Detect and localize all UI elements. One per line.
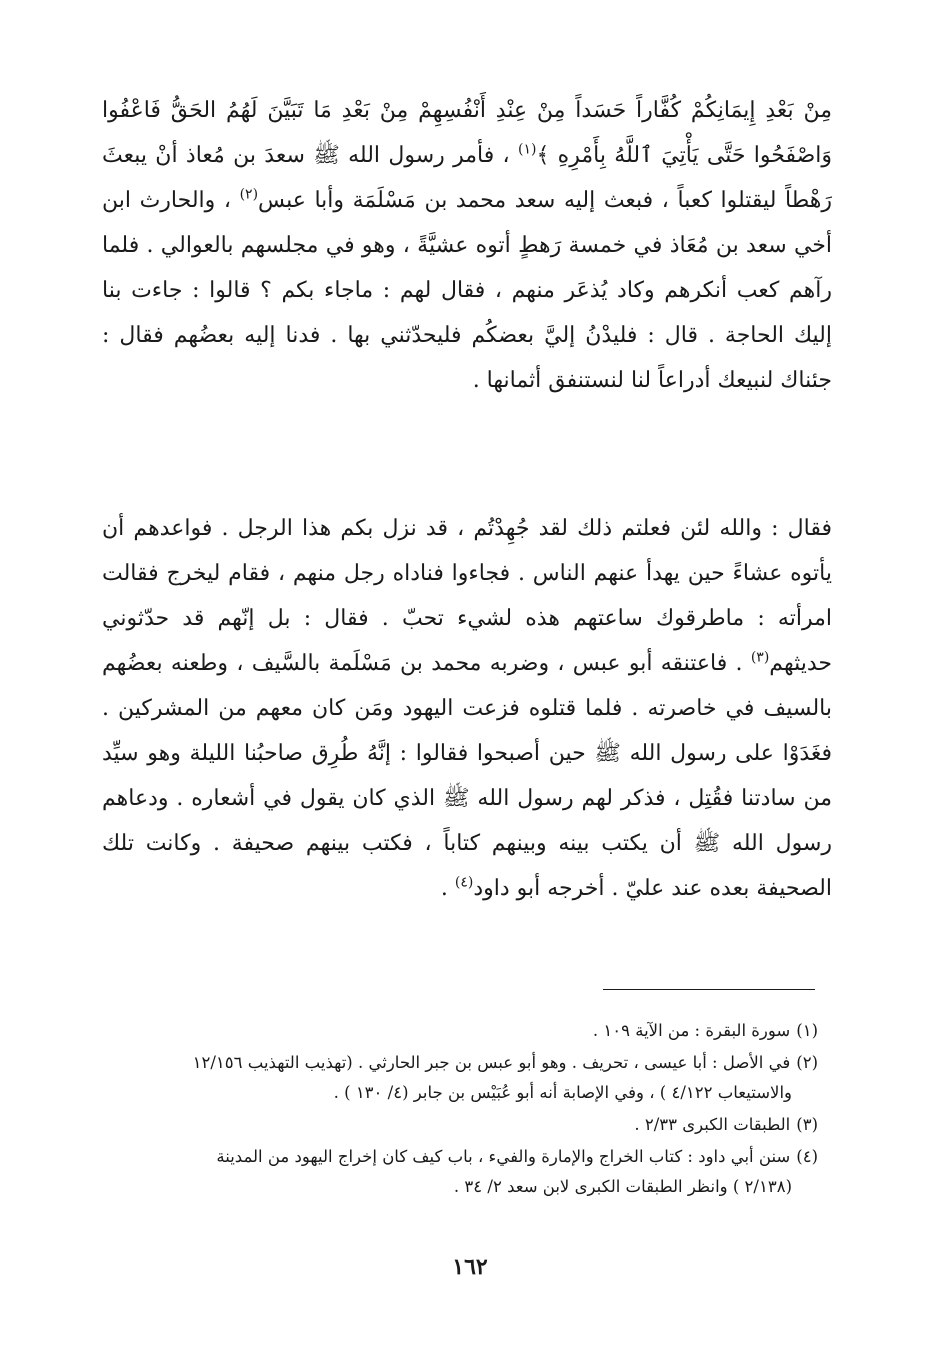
footnote-2 <box>112 1048 818 1108</box>
footnote-number: (٢) <box>796 1053 818 1072</box>
footnote-number: (١) <box>796 1021 818 1040</box>
paragraph-1-text-cont-2: ، والحارث ابن أخي سعد بن مُعَاذ في خمسة رَهطٍ أتوه عشيَّةً ، وهو في مجلسهم بالعوالي . فلما رآهم كعب أنكرهم وكاد يُذعَر منهم ، فقال لهم : ماجاء بكم ؟ قالوا : جاءت بنا إليك الحاجة . قال : فليدْنُ إليَّ بعضكُم فليحدّثني بها . فدنا إليه بعضُهم فقال : جئناك لنبيعك أدراعاً لنا لنستنفق أثمانها . <box>102 188 832 393</box>
footnotes-section <box>112 1016 818 1204</box>
footnote-ref-2: (٢) <box>239 186 259 203</box>
footnote-text: الطبقات الكبرى ٢/٣٣ . <box>634 1115 791 1134</box>
footnote-number: (٣) <box>796 1115 818 1134</box>
footnote-4 <box>112 1142 818 1202</box>
paragraph-1-text: مِنْ بَعْدِ إِيمَانِكُمْ كُفَّاراً حَسَداً مِنْ عِنْدِ أَنْفُسِهِمْ مِنْ بَعْدِ مَا تَبَيَّنَ لَهُمُ الحَقُّ فَاعْفُوا وَاصْفَحُوا حَتَّى يَأْتِيَ ٱللَّهُ بِأَمْرِهِ ﴾ <box>102 98 832 168</box>
footnote-1 <box>112 1016 818 1046</box>
footnote-text-continued: والاستيعاب ٤/١٢٢ ) ، وفي الإصابة أنه أبو عُبَيْس بن جابر (٤/ ١٣٠ ) . <box>333 1083 792 1102</box>
footnote-text: سنن أبي داود : كتاب الخراج والإمارة والفيء ، باب كيف كان إخراج اليهود من المدينة <box>216 1147 791 1166</box>
page-number: ١٦٢ <box>452 1254 488 1280</box>
paragraph-2 <box>102 506 832 911</box>
footnote-divider <box>603 989 815 990</box>
paragraph-2-text: فقال : والله لئن فعلتم ذلك لقد جُهِدْتُم ، قد نزل بكم هذا الرجل . فواعدهم أن يأتوه عشاءً حين يهدأ عنهم الناس . فجاءوا فناداه رجل منهم ، فقام ليخرج فقالت امرأته : ماطرقوك ساعتهم هذه لشيء تحبّ . فقال : بل إنّهم قد حدّثوني حديثهم <box>102 516 832 676</box>
footnote-text: سورة البقرة : من الآية ١٠٩ . <box>592 1021 791 1040</box>
footnote-ref-1: (١) <box>517 141 537 158</box>
footnote-ref-4: (٤) <box>454 874 474 891</box>
footnote-3 <box>112 1110 818 1140</box>
footnote-number: (٤) <box>796 1147 818 1166</box>
footnote-ref-3: (٣) <box>750 649 770 666</box>
paragraph-2-text-cont-2: . <box>440 876 455 901</box>
main-text-block-2 <box>102 506 832 911</box>
paragraph-1-text-cont-1: ، فأمر رسول الله ﷺ سعدَ بن مُعاذ أنْ يبعثَ رَهْطاً ليقتلوا كعباً ، فبعث إليه سعد محمد بن مَسْلَمَة وأبا عبس <box>102 143 832 213</box>
paragraph-2-text-cont-1: . فاعتنقه أبو عبس ، وضربه محمد بن مَسْلَمة بالسَّيف ، وطعنه بعضُهم بالسيف في خاصرته . فلما قتلوه فزعت اليهود ومَن كان معهم من المشركين . فغَدَوْا على رسول الله ﷺ حين أصبحوا فقالوا : إنَّهُ طُرِق صاحبُنا الليلة وهو سيِّد من سادتنا فقُتِل ، فذكر لهم رسول الله ﷺ الذي كان يقول في أشعاره . ودعاهم رسول الله ﷺ أن يكتب بينه وبينهم كتاباً ، فكتب بينهم صحيفة . وكانت تلك الصحيفة بعده عند عليّ . أخرجه أبو داود <box>102 651 832 901</box>
footnote-text: في الأصل : أبا عيسى ، تحريف . وهو أبو عبس بن جبر الحارثي . (تهذيب التهذيب ١٢/١٥٦ <box>192 1053 791 1072</box>
paragraph-1 <box>102 88 832 403</box>
footnote-text-continued: (٢/١٣٨ ) وانظر الطبقات الكبرى لابن سعد ٢/ ٣٤ . <box>453 1177 792 1196</box>
main-text-block-1 <box>102 88 832 403</box>
